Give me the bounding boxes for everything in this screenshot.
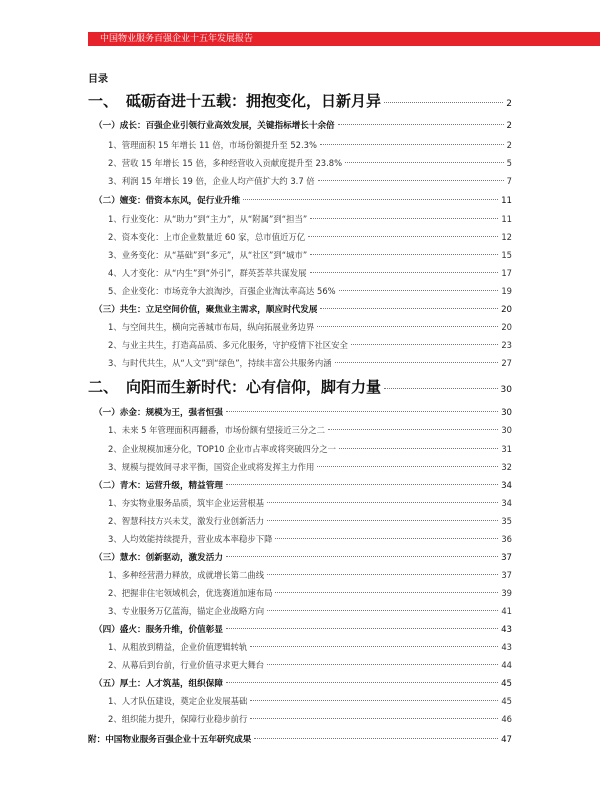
- toc-page-number: 20: [501, 305, 512, 315]
- toc-page-number: 23: [501, 340, 512, 350]
- toc-item-entry[interactable]: [88, 641, 512, 653]
- toc-page-number: 34: [501, 481, 512, 491]
- toc-leader-dots: [226, 484, 498, 485]
- toc-section-title: （一）成长：百强企业引领行业高效发展，关键指标增长十余倍: [94, 121, 335, 131]
- toc-page-number: 17: [501, 268, 512, 278]
- toc-leader-dots: [226, 682, 498, 683]
- toc-item-entry[interactable]: [88, 139, 512, 151]
- toc-appendix-title: 附：中国物业服务百强企业十五年研究成果: [88, 735, 252, 745]
- toc-page-number: 5: [506, 158, 512, 168]
- toc-leader-dots: [308, 236, 498, 237]
- toc-section-title: （二）青木：运营升级，精益管理: [94, 481, 223, 491]
- toc-leader-dots: [267, 610, 498, 611]
- toc-item-title: 2、从幕后到台前，行业价值寻求更大舞台: [108, 660, 265, 670]
- toc-leader-dots: [310, 272, 499, 273]
- toc-item-title: 3、专业服务万亿蓝海，锚定企业战略方向: [108, 606, 265, 616]
- toc-page-number: 46: [501, 714, 512, 724]
- toc-item-title: 4、人才变化：从“内生”到“外引”，群英荟萃共谋发展: [108, 268, 307, 278]
- toc-item-title: 1、与空间共生，横向完善城市布局，纵向拓展业务边界: [108, 322, 315, 332]
- toc-section-entry[interactable]: [88, 406, 512, 418]
- toc-item-entry[interactable]: [88, 605, 512, 617]
- toc-item-entry[interactable]: [88, 497, 512, 509]
- toc-item-title: 2、组织能力提升，保障行业稳步前行: [108, 714, 248, 724]
- toc-page-number: 12: [501, 232, 512, 242]
- toc-item-title: 1、多种经营潜力释放，成就增长第二曲线: [108, 570, 265, 580]
- toc-section-entry[interactable]: [88, 194, 512, 206]
- toc-section-entry[interactable]: [88, 479, 512, 491]
- toc-page-number: 11: [501, 196, 512, 206]
- toc-item-entry[interactable]: [88, 659, 512, 671]
- toc-item-entry[interactable]: [88, 231, 512, 243]
- toc-page-number: 41: [501, 606, 512, 616]
- toc-item-title: 1、未来 5 年管理面积再翻番，市场份额有望接近三分之二: [108, 425, 325, 435]
- toc-item-title: 2、企业规模加速分化，TOP10 企业市占率或将突破四分之一: [108, 444, 337, 454]
- toc-leader-dots: [267, 664, 498, 665]
- toc-item-title: 2、智慧科技方兴未艾，激发行业创新活力: [108, 516, 265, 526]
- toc-section-title: （五）厚土：人才筑基，组织保障: [94, 679, 223, 689]
- toc-item-title: 2、资本变化：上市企业数量近 60 家，总市值近万亿: [108, 232, 306, 242]
- toc-title: 目录: [88, 74, 108, 85]
- toc-leader-dots: [320, 308, 498, 309]
- toc-item-title: 3、与时代共生，从“人文”到“绿色”，持续丰富公共服务内涵: [108, 358, 332, 368]
- toc-part-title: 向阳而生新时代：心有信仰，脚有力量: [126, 378, 382, 396]
- toc-part-entry[interactable]: [88, 90, 512, 111]
- toc-item-entry[interactable]: [88, 213, 512, 225]
- toc-item-title: 1、从粗放到精益，企业价值逻辑转轨: [108, 642, 248, 652]
- toc-item-title: 2、营收 15 年增长 15 倍，多种经营收入贡献度提升至 23.8%: [108, 158, 343, 168]
- toc-leader-dots: [318, 180, 504, 181]
- toc-leader-dots: [384, 102, 503, 103]
- toc-leader-dots: [310, 218, 498, 219]
- toc-item-title: 2、把握非住宅领域机会，优选赛道加速布局: [108, 588, 273, 598]
- toc-item-entry[interactable]: [88, 713, 512, 725]
- toc-leader-dots: [226, 556, 498, 557]
- toc-leader-dots: [339, 448, 498, 449]
- toc-item-title: 5、企业变化：市场竞争大浪淘沙，百强企业淘汰率高达 56%: [108, 286, 336, 296]
- toc-page-number: 43: [501, 625, 512, 635]
- toc-leader-dots: [250, 718, 498, 719]
- toc-leader-dots: [338, 124, 504, 125]
- toc-item-title: 2、与业主共生，打造高品质、多元化服务，守护疫情下社区安全: [108, 340, 348, 350]
- toc-section-title: （三）慧水：创新驱动，激发活力: [94, 553, 223, 563]
- toc-part-entry[interactable]: [88, 376, 512, 397]
- toc-item-entry[interactable]: [88, 515, 512, 527]
- toc-page-number: 2: [506, 140, 512, 150]
- toc-page-number: 36: [501, 534, 512, 544]
- toc-item-entry[interactable]: [88, 533, 512, 545]
- toc-leader-dots: [250, 646, 498, 647]
- toc-page-number: 37: [501, 553, 512, 563]
- toc-item-title: 1、行业变化：从“助力”到“主力”，从“附属”到“担当”: [108, 214, 308, 224]
- toc-leader-dots: [317, 466, 498, 467]
- toc-leader-dots: [267, 502, 498, 503]
- toc-leader-dots: [267, 574, 498, 575]
- toc-item-title: 3、规模与提效间寻求平衡，国资企业或将发挥主力作用: [108, 462, 315, 472]
- toc-item-entry[interactable]: [88, 443, 512, 455]
- toc-section-title: （一）赤金：规模为王，强者恒强: [94, 408, 223, 418]
- toc-page-number: 34: [501, 498, 512, 508]
- toc-leader-dots: [317, 326, 498, 327]
- toc-leader-dots: [267, 520, 498, 521]
- toc-page-number: 39: [501, 588, 512, 598]
- toc-page-number: 47: [501, 735, 512, 745]
- toc-page-number: 37: [501, 570, 512, 580]
- toc-item-entry[interactable]: [88, 424, 512, 436]
- toc-page-number: 2: [506, 121, 512, 131]
- toc-leader-dots: [226, 411, 498, 412]
- toc-leader-dots: [310, 254, 498, 255]
- toc-page-number: 19: [501, 286, 512, 296]
- toc-item-entry[interactable]: [88, 461, 512, 473]
- toc-section-title: （四）盛火：服务升维，价值彰显: [94, 625, 223, 635]
- toc-item-entry[interactable]: [88, 695, 512, 707]
- toc-item-title: 3、人均效能持续提升，营业成本率稳步下降: [108, 534, 273, 544]
- toc-leader-dots: [320, 144, 504, 145]
- toc-page-number: 30: [500, 385, 512, 395]
- toc-item-entry[interactable]: [88, 339, 512, 351]
- toc-item-entry[interactable]: [88, 249, 512, 261]
- toc-leader-dots: [254, 738, 498, 739]
- toc-page-number: 20: [501, 322, 512, 332]
- toc-leader-dots: [328, 429, 498, 430]
- toc-item-title: 1、管理面积 15 年增长 11 倍，市场份额提升至 52.3%: [108, 140, 317, 150]
- toc-item-title: 1、夯实物业服务品质，筑牢企业运营根基: [108, 498, 265, 508]
- toc-section-entry[interactable]: [88, 119, 512, 131]
- toc-leader-dots: [275, 592, 498, 593]
- toc-item-entry[interactable]: [88, 357, 512, 369]
- toc-page-number: 30: [501, 425, 512, 435]
- toc-page-number: 45: [501, 679, 512, 689]
- toc-section-entry[interactable]: [88, 623, 512, 635]
- toc-page-number: 7: [506, 176, 512, 186]
- toc-leader-dots: [384, 388, 498, 389]
- toc-item-title: 3、业务变化：从“基础”到“多元”，从“社区”到“城市”: [108, 250, 308, 260]
- toc-item-entry[interactable]: [88, 267, 512, 279]
- toc-page-number: 44: [501, 660, 512, 670]
- toc-leader-dots: [243, 199, 498, 200]
- toc-item-entry[interactable]: [88, 569, 512, 581]
- toc-appendix-entry[interactable]: [88, 733, 512, 745]
- toc-item-title: 1、人才队伍建设，奠定企业发展基础: [108, 696, 248, 706]
- header-title: 中国物业服务百强企业十五年发展报告: [100, 34, 254, 44]
- toc-leader-dots: [226, 628, 498, 629]
- toc-leader-dots: [275, 538, 498, 539]
- toc-item-entry[interactable]: [88, 285, 512, 297]
- toc-section-title: （三）共生：立足空间价值，聚焦业主需求，顺应时代发展: [94, 305, 318, 315]
- toc-item-title: 3、利润 15 年增长 19 倍，企业人均产值扩大约 3.7 倍: [108, 176, 315, 186]
- toc-part-number: 一、: [88, 92, 119, 110]
- toc-leader-dots: [351, 344, 499, 345]
- toc-section-title: （二）嬗变：借资本东风，促行业升维: [94, 196, 241, 206]
- toc-page-number: 31: [501, 444, 512, 454]
- toc-section-entry[interactable]: [88, 551, 512, 563]
- toc-page-number: 30: [501, 408, 512, 418]
- toc-page-number: 11: [501, 214, 512, 224]
- toc-page-number: 43: [501, 642, 512, 652]
- toc-leader-dots: [339, 290, 499, 291]
- toc-leader-dots: [345, 162, 504, 163]
- toc-page-number: 32: [501, 462, 512, 472]
- toc-leader-dots: [335, 362, 499, 363]
- toc-leader-dots: [250, 700, 498, 701]
- toc-page-number: 15: [501, 250, 512, 260]
- toc-page-number: 45: [501, 696, 512, 706]
- toc-item-entry[interactable]: [88, 157, 512, 169]
- toc-page-number: 35: [501, 516, 512, 526]
- toc-section-entry[interactable]: [88, 677, 512, 689]
- toc-page-number: 27: [501, 358, 512, 368]
- toc-part-title: 砥砺奋进十五载：拥抱变化，日新月异: [126, 92, 382, 110]
- toc-page-number: 2: [506, 99, 512, 109]
- toc-section-entry[interactable]: [88, 303, 512, 315]
- toc-item-entry[interactable]: [88, 321, 512, 333]
- toc-item-entry[interactable]: [88, 175, 512, 187]
- toc-part-number: 二、: [88, 378, 119, 396]
- toc-item-entry[interactable]: [88, 587, 512, 599]
